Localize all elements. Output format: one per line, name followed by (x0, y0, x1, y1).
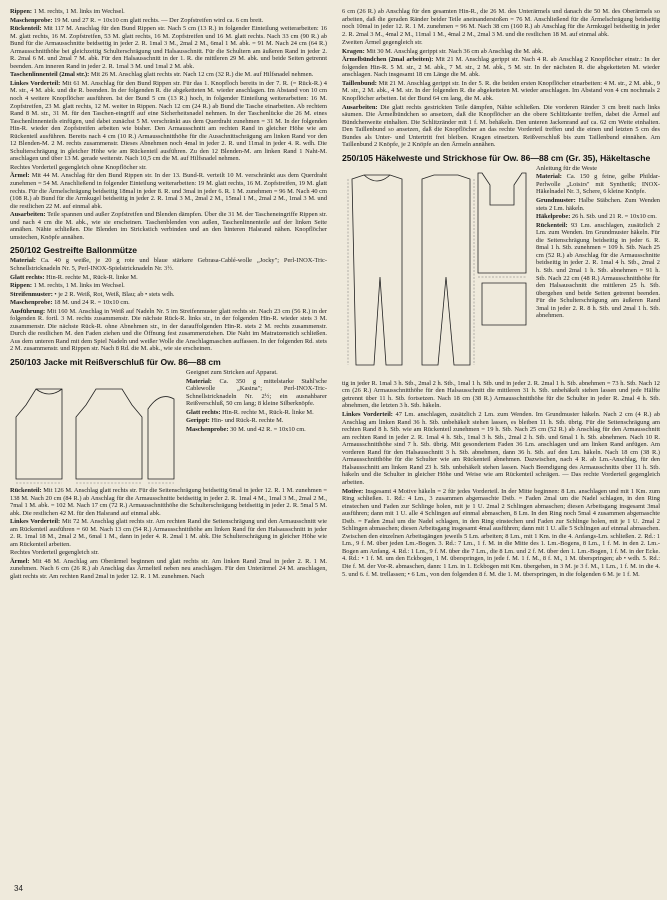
paragraph: Rippen: 1 M. rechts, 1 M. links im Wechsel. (10, 8, 125, 15)
paragraph: Rückenteil: Mit 117 M. Anschlag für den Bund Rippen str. Nach 5 cm (13 R.) in folgender Einteilung weiterarbeiten: 16 M. glatt rechts, 16 M. Zopfstreifen, 53 M. glatt rechts, 16 M. Zopfstreifen und 16 M. glatt rechts. Nach 33 cm (90 R.) ab Bund für die Armausschnitte beidseitig in jeder 2. R. 1mal 3 M., 2mal 2 M., 6mal 1 M. abk. = 91 M. Nach 24 cm (64 R.) Armausschnitthöhe bei gleichzeitig Schulterschrägung und Halsausschnitt. Für die Schultern am äußeren Rand in jeder 2. R. 2mal 6 M. und 2mal 7 M. abk. Für den Halsausschnitt in der 1. R. die mittleren 29 M. abk. und beide Seiten getrennt beenden. Am inneren Rand in jeder 2. R. 1mal 3 M. und 1mal 2 M. abk. (10, 25, 327, 70)
paragraph: 6 cm (26 R.) ab Anschlag für den gesamten Hin-R., die 26 M. des Unterärmels und danach die 50 M. des Oberärmels so arbeiten, daß die geraden Ränder beider Teile aneinanderstoßen = 76 M. Anschließend für die Ärmelschrägung beidseitig noch 10mal in jeder 12. R. 1 M. zunehmen = 96 M. Nach 38 cm (160 R.) ab Anschlag für die Armkugel beidseitig in jeder 2. R. 2mal 3 M., 4mal 2 M., 11mal 1 M., 4mal 2 M., 2mal 3 M. und die restlichen 18 M. auf einmal abk. (342, 8, 660, 38)
section-heading: 250/103 Jacke mit Reißverschluß für Ow. 86—88 cm (10, 356, 221, 367)
paragraph: Taillenbund: Mit 21 M. Anschlag gerippt str. In der 5. R. die beiden ersten Knopflöcher einarbeiten: 4 M. str., 2 M. abk., 9 M. str., 2 M. abk., 4 M. str. In der folgenden R. die abgeketteten M. wieder anschlagen. Im Abstand von 4 cm nochmals 2 Knopflöcher arbeiten. Ist der Bund 64 cm lang, die M. abk. (342, 79, 660, 103)
paragraph: Ausarbeiten: Teile spannen und außer Zopfstreifen und Blenden dämpfen. Über die 31 M. der Tascheneingriffe Rippen str. und nach 4 cm die M. abk., wie sie erscheinen. Taschenblenden von außen, Taschenlinnenteile auf der linken Seite annähen. Nähte schließen. Die Blenden im Strickstich verbinden und an den hinteren Halsrand nähen. Knopflöcher umstechen, Knöpfe annähen. (10, 211, 327, 241)
paragraph: Streifenmuster: • je 2 R. Weiß, Rot, Weiß, Blau; ab • stets wdh. (10, 290, 175, 298)
paragraph: Zweiten Ärmel gegengleich str. (342, 39, 423, 47)
left-column (10, 8, 327, 880)
paragraph: Material: Ca. 40 g weiße, je 20 g rote und blaue stärkere Gebrasa-Cablé-wolle „Jocky"; Perl-INOX-Tric-Schnellstricknadeln Nr. 5, Perl-INOX-Spielstricknadeln Nr. 3½. (10, 257, 327, 272)
paragraph: Rippen: 1 M. rechts, 1 M. links im Wechsel. (10, 282, 125, 290)
paragraph: Glatt rechts: Hin-R. rechte M., Rück-R. linke M. (10, 273, 138, 281)
section-heading: 250/105 Häkelweste und Strickhose für Ow. 86—88 cm (Gr. 35), Häkeltasche (342, 152, 651, 163)
paragraph: Motive: Insgesamt 4 Motive häkeln = 2 für jedes Vorderteil. In der Mitte beginnen: 8 Lm. anschlagen und mit 1 Km. zum Ring schließen. 1. Rd.: 4 Lm., 3 zusammen abgemaschte Dstb. = Faden 2mal um die Nadel schlagen, in den Ring einstechen und Faden zur Schlinge holen, mit je 1 U. 2mal 2 Schlingen abmaschen; diesen Arbeitsgang insgesamt 3mal ausführen; dann mit 1 U. alle 4 Schlingen auf einmal abmaschen, 8 Lm. In den Ring noch 5mal 4 zusammen abgemaschte Dstb. = Faden 2mal um die Nadel schlagen, in den Ring einstechen und Faden zur Schlinge holen, mit je 1 U. 2mal 2 Schlingen abmaschen; diesen Arbeitsgang insgesamt 4mal ausführen; dann mit 1 U. alle 5 Schlingen auf einmal abmaschen. Zwischen den einzelnen Arbeitsgängen jeweils 5 Lm. arbeiten; 8 Lm., mit 1 Km. in die 4. Anfangs-Lm. schließen. 2. Rd.: 1 Lm., 9 f. M. über jeden Lm.-Bogen. 3. Rd.: 7 Lm., 1 f. M. in die Mitte des 1. Lm.-Bogens, 8 Lm., 1 f. M. in den 2. Lm.-Bogen am Anfang. 4. Rd.: 1 Lm., 9 f. M. über die 7 Lm., die 8 Lm. und 2 f. M. über den 1. Lm.-Bogen, 1 f. M. in der Ecke. 4. Rd.: • 1 f. M. um den Eckbogen, 1 M. überspringen, in jede f. M. 1 f. M., 8 f. M., 1 M. überspringen; ab • wdh. 5. Rd.: Die f. M. der Vor-R. abmaschen, dann: 1 Lm. in 1. Eckbogen mit Km. übergehen, in 3 M. je 3 f. M., 1 Lm., 1 f. M. in die 4. 5. und 6. f. M. trellassen; • 6 Lm., von den folgenden 8 f. M. die 1. M. überspringen, in die folgenden 6 M. je 1 f. M. (342, 487, 660, 578)
paragraph: Ärmel: Mit 44 M. Anschlag für den Bund Rippen str. In der 13. Bund-R. verteilt 10 M. verschränkt aus dem Querdraht zunehmen = 54 M. Anschließend in folgender Einteilung weiterarbeiten: 19 M. glatt rechts, 16 M. Zopfstreifen, 19 M. glatt rechts. Für die Ärmelschrägung beidseitig 18mal in jeder 8. R. und 3mal in jeder 6. R. 1 M. zunehmen = 96 M. Nach 40 cm (108 R.) ab Bund für die Armkugel beidseitig in jeder 2. R. 1mal 3 M., 2mal 2 M., 15mal 1 M., 2mal 2 M., 1mal 3 M. und die restlichen 22 M. auf einmal abk. (10, 172, 327, 210)
paragraph: Rechtes Vorderteil gegengleich str. (10, 549, 99, 557)
right-column (342, 8, 660, 880)
paragraph: Taschenlinnenteil (2mal str.): Mit 26 M. Anschlag glatt rechts str. Nach 12 cm (32 R.) die M. auf Hilfsnadel nehmen. (10, 71, 314, 79)
paragraph: Rückenteil: Mit 126 M. Anschlag glatt rechts str. Für die Seitenschrägung beidseitig 6mal in jeder 12. R. 1 M. zunehmen = 138 M. Nach 20 cm (84 R.) ab Anschlag für die Armausschnitte beidseitig in jeder 2. R. 1mal 4 M., 1mal 3 M., 2mal 2 M., 7mal 1 M. abk. = 102 M. Nach 17 cm (72 R.) Armausschnitthöhe die Schulterschrägung beidseitig in jeder 2. R. 5mal 5 M. abk. Die restlichen 42 M. für den Halsrand auf einmal abk. (10, 486, 327, 517)
paragraph: Linkes Vorderteil: Mit 61 M. Anschlag für den Bund Rippen str. Für das 1. Knopfloch bereits in der 7. R. (= Rück-R.) 4 M. str., 4 M. abk. und die R. beenden. In der folgenden R. die abgeketteten M. wieder anschlagen. Im Abstand von 10 cm noch 4 weitere Knopflöcher ausführen. Ist der Bund 5 cm (13 R.) hoch, in folgender Einteilung weiterarbeiten: 16 M. Zopfstreifen, 23 M. glatt rechts, 12 M. weiter in Rippen. Nach 12 cm (24 R.) ab Bund die Tasche einarbeiten. Ab rechtem Rand 8 M. str., 31 M. für den Taschen-eingriff auf eine Sicherheitsnadel nehmen. In der Taschenlücke die 26 M. eines Taschenlinnenteils einfügen, und dabei zunächst 5 M. verschränkt aus dem Querdraht zunehmen = 31 M. In der folgenden Hin-R. wieder den Zopfstreifen arbeiten wie bisher. Den Armausschnitt am rechten Rand in gleicher Höhe wie am Rückenteil ausführen. Bereits nach 4 cm (10 R.) Armausschnitthöhe für die Ausschnittschrägung am linken Rand vor den 12 Blenden-M. 2 M. rechts zusammenstr. Dieses Abnehmen noch 4mal in jeder 2. R. und 11mal in jeder 4. R. wdh. Die Schulterschrägung in gleicher Höhe wie am Rückenteil ausführen. Zu den 12 Blenden-M. am linken Rand 1 Naht-M. anschlagen und über 13 M. gerade weiterstr. Nach 10,5 cm die M. auf Hilfsnadel nehmen. (10, 79, 327, 163)
paragraph: tig in jeder R. 1mal 3 h. Stb., 2mal 2 h. Stb., 1mal 1 h. Stb. und in jeder 2. R. 2mal 1 h. Stb. abnehmen = 73 h. Stb. Nach 12 cm (26 R.) Armausschnitthöhe für den Halsausschnitt die mittleren 31 h. Stb. unbehäkelt stehen lassen und jede Hälfte getrennt über 11 h. Stb. fortsetzen. Nach 18 cm (38 R.) Armausschnitthöhe für die Schulter in jeder R. 2mal 4 h. Stb. abnehmen, die letzten 3 h. Stb. häkeln. (342, 379, 660, 410)
paragraph: Ausführung: Mit 160 M. Anschlag in Weiß auf Nadeln Nr. 5 im Streifenmuster glatt rechts str. Nach 23 cm (56 R.) in der folgenden R. fortl. 3 M. rechts zusammenstr. Die nächste Rück-R. links str., in der folgenden Hin-R. wieder stets 3 M. zusammenstr. Die nächste Rück-R. ohne Abnehmen str., in der darauffolgenden Hin-R. stets 2 M. rechts zusammenstr. Durch die restlichen M. den Faden ziehen und die Öffnung fest zusammenziehen. Die Naht im Matratzenstich schließen. Aus dem unteren Rand mit dem Spiel Nadeln und weißer Wolle die Anschlagmaschen auffassen. In der folgenden Rd. stets 2 M. zusammenstr. und Rippen str. Nach 8 Rd. die M. abk., wie sie erscheinen. (10, 307, 327, 353)
paragraph: Linkes Vorderteil: 47 Lm. anschlagen, zusätzlich 2 Lm. zum Wenden. Im Grundmuster häkeln. Nach 2 cm (4 R.) ab Anschlag am linken Rand 36 h. Stb. unbehäkelt stehen lassen, es bleiben 11 h. Stb. übrig. Für die Seitenschrägung am rechten Rand 8 h. Stb. wie am Rückenteil zunehmen = 19 h. Stb. Nach 25 cm (52 R.) ab Anschlag für den Armausschnitt am rechten Rand in jeder 2. R. 1mal 4 h. Stb., 1mal 3 h. Stb., 2mal 2 h. Stb. und 6mal 1 h. Stb. abnehmen. Nach 10 R. Armausschnitthöhe sind 7 h. Stb. übrig. Mit gesondertem Faden 36 Lm. anschlagen und am linken Rand anfügen. Am vorderen Rand für den Halsausschnitt 3 h. Stb. abnehmen, dann 36 h. Stb. auf den Lm. häkeln. Nach 18 cm (38 R.) Armausschnitthöhe für die Schulter wie am Rückenteil abnehmen. Dazwischen, nach 4 R. ab Lm.-Anschlag, für den Halsausschnitt am linken Rand 23 h. Stb. unbehäkelt stehen lassen. Nach Beendigung des Armausschnitts über 11 h. Stb. häkeln und die Schulter in gleicher Höhe und Weise wie am Rückenteil schrägen. — Das rechte Vorderteil gegengleich arbeiten. (342, 411, 660, 486)
paragraph: Ärmelbündchen (2mal arbeiten): Mit 21 M. Anschlag gerippt str. Nach 4 R. ab Anschlag 2 Knopflöcher einstr.: In der folgenden Hin-R. 5 M. str., 2 M. abk., 7 M. str., 2 M. abk., 5 M. str. In der nächsten R. die abgeketteten M. wieder anschlagen. Nach insgesamt 18 cm Länge die M. abk. (342, 56, 660, 79)
paragraph: Ausarbeiten: Die glatt rechts gestrickten Teile dämpfen, Nähte schließen. Die vorderen Ränder 3 cm breit nach links säumen. Die Ärmelbündchen so ansetzen, daß die Knopflöcher an die obere Schlitzkante treffen, dabei die Ärmel auf Bündchenweite einhalten. Die Schlitzränder mit 1 f. M. behäkeln. Den unteren Jackenrand auf ca. 62 cm Weite einhalten. Den Taillenbund so ansetzen, daß die Knopflöcher an das rechte Vorderteil treffen und die einen und letzten 5 cm des Bundes als Unter- und Untertritt frei bleiben. Kragen einsetzen. Reißverschluß bis zum Taillenbund einnähen. Am Taillenbund 2 Knöpfe, je 2 Knöpfe an den Ärmeln annähen. (342, 103, 660, 149)
vest-and-pants-pattern-schematic (342, 165, 530, 380)
pattern-side-text: Geeignet zum Stricken auf Apparat. Material: Ca. 350 g mittelstarke Stahl'sche Cablewolle „Kasina"; Perl-INOX-Tric-Schnellstricknadeln Nr. 2½; ein ausnahbarer Reißverschluß, 50 cm lang; 8 kleine Silberknöpfe. Glatt rechts: Hin-R. rechte M., Rück-R. linke M. Gerippt: Hin- und Rück-R. rechte M. Maschenprobe: 30 M. und 42 R. = 10x10 cm. (186, 368, 327, 433)
jacket-pattern-schematic (10, 369, 180, 487)
jacket-pattern-block (10, 369, 327, 487)
paragraph: Maschenprobe: 19 M. und 27 R. = 10x10 cm glatt rechts. — Der Zopfstreifen wird ca. 6 cm breit. (10, 16, 264, 24)
paragraph: Kragen: Mit 30 M. Anschlag gerippt str. Nach 36 cm ab Anschlag die M. abk. (342, 47, 543, 55)
pattern-side-text: Anleitung für die Weste Material: Ca. 150 g feine, gelbe Phildar-Perlwolle „Loisirs" mit Synthetik; INOX-Häkelnadel Nr. 3, Schere, 6 kleine Knöpfe. Grundmuster: Halbe Stäbchen. Zum Wenden stets 2 Lm. häkeln. Häkelprobe: 26 h. Stb. und 21 R. = 10x10 cm. Rückenteil: 93 Lm. anschlagen, zusätzlich 2 Lm. zum Wenden. Im Grundmuster häkeln. Für die Seitenschrägung beidseitig in jeder 6. R. 8mal 1 h. Stb. zunehmen = 109 h. Stb. Nach 25 cm (52 R.) ab Anschlag für die Armausschnitte beidseitig in jeder 2. R. 1mal 4 h. Stb., 2mal 2 h. Stb. und 2mal 1 h. Stb. abnehmen = 91 h. Stb. Nach 22 cm (48 R.) Armausschnitthöhe für den Halsausschnitt die mittleren 25 h. Stb. übergehen und beide Seiten getrennt beenden. Für die Schulterschrägung am äußeren Rand 3mal in jeder 2. R. 8 h. Stb. und 2mal 1 h. Stb. abnehmen. (536, 164, 660, 320)
page-number: 34 (14, 884, 23, 893)
paragraph: Rechtes Vorderteil gegengleich ohne Knopflöcher str. (10, 163, 147, 171)
paragraph: Ärmel: Mit 48 M. Anschlag am Oberärmel beginnen und glatt rechts str. Am linken Rand 2mal in jeder 2. R. 1 M. zunehmen. Nach 6 cm (26 R.) ab Anschlag das Ärmelteil neben neu anschlagen. Für den Unterärmel 24 M. anschlagen, glatt rechts str. Am rechten Rand 2mal in jeder 12. R. 1 M. zunehmen. Nach (10, 557, 327, 580)
vest-pattern-block (342, 165, 660, 380)
paragraph: Maschenprobe: 18 M. und 24 R. = 10x10 cm. (10, 299, 130, 307)
section-heading: 250/102 Gestreifte Ballonmütze (10, 245, 138, 256)
paragraph: Linkes Vorderteil: Mit 72 M. Anschlag glatt rechts str. Am rechten Rand die Seitenschrägung und den Armausschnitt wie am Rückenteil ausführen = 60 M. Nach 13 cm (54 R.) Armausschnitthöhe am linken Rand für den Halsausschnitt in jeder 2. R. 1mal 18 M., 2mal 2 M., 6mal 1 M., dann in jeder 4. R. 2mal 1 M. abk. Die Schulterschrägung in gleicher Höhe wie am Rückenteil arbeiten. (10, 518, 327, 548)
